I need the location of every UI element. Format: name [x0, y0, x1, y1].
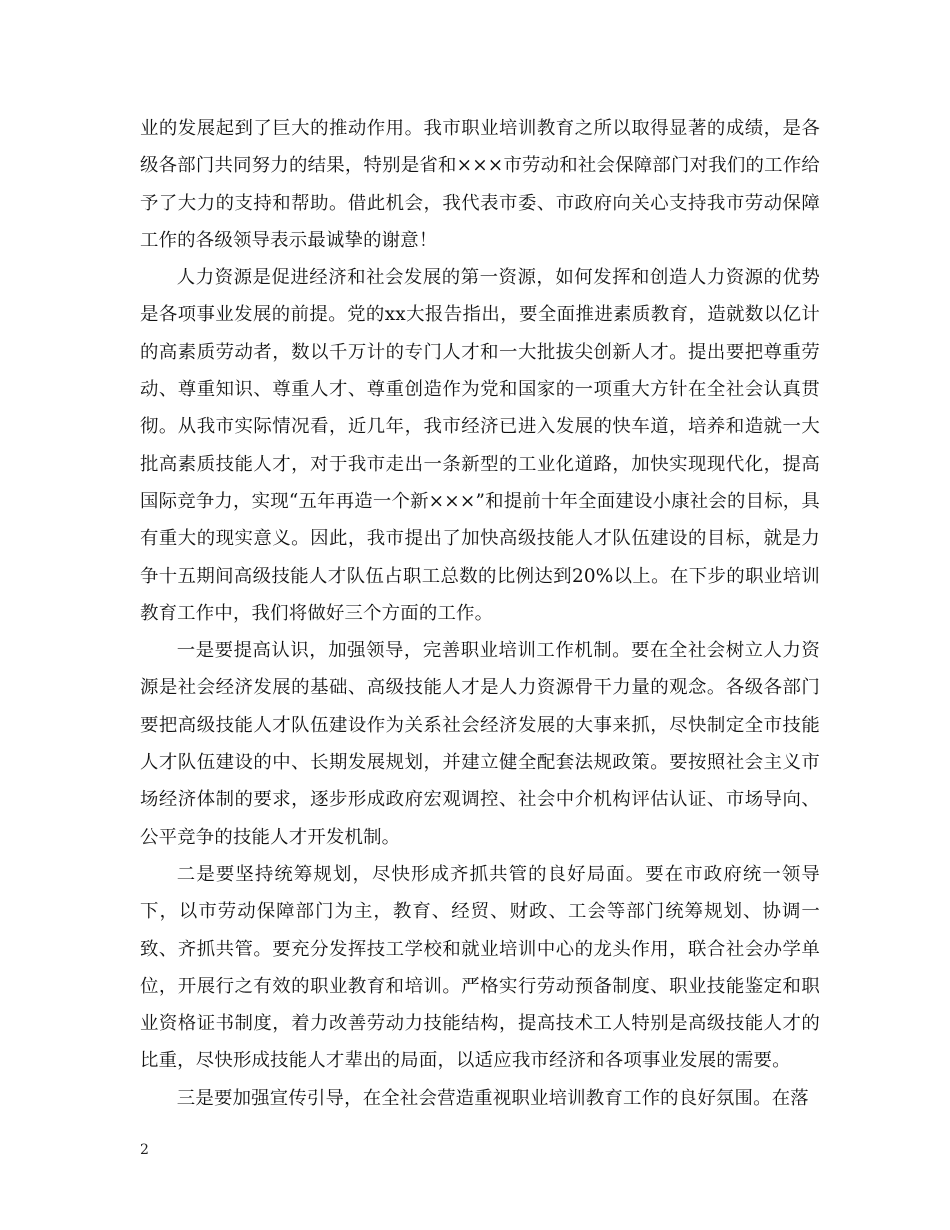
- paragraph-2: 人力资源是促进经济和社会发展的第一资源，如何发挥和创造人力资源的优势是各项事业发展的前提。党的xx大报告指出，要全面推进素质教育，造就数以亿计的高素质劳动者，数以千万计的专门人才和一大批拔尖创新人才。提出要把尊重劳动、尊重知识、尊重人才、尊重创造作为党和国家的一项重大方针在全社会认真贯彻。从我市实际情况看，近几年，我市经济已进入发展的快车道，培养和造就一大批高素质技能人才，对于我市走出一条新型的工业化道路，加快实现现代化，提高国际竞争力，实现“五年再造一个新×××”和提前十年全面建设小康社会的目标，具有重大的现实意义。因此，我市提出了加快高级技能人才队伍建设的目标，就是力争十五期间高级技能人才队伍占职工总数的比例达到20%以上。在下步的职业培训教育工作中，我们将做好三个方面的工作。: [140, 267, 820, 624]
- paragraph-1: 业的发展起到了巨大的推动作用。我市职业培训教育之所以取得显著的成绩，是各级各部门共同努力的结果，特别是省和×××市劳动和社会保障部门对我们的工作给予了大力的支持和帮助。借此机会，我代表市委、市政府向关心支持我市劳动保障工作的各级领导表示最诚挚的谢意！: [140, 118, 820, 251]
- body-text: [140, 110, 820, 1117]
- paragraph-3: 一是要提高认识，加强领导，完善职业培训工作机制。要在全社会树立人力资源是社会经济发展的基础、高级技能人才是人力资源骨干力量的观念。各级各部门要把高级技能人才队伍建设作为关系社会经济发展的大事来抓，尽快制定全市技能人才队伍建设的中、长期发展规划，并建立健全配套法规政策。要按照社会主义市场经济体制的要求，逐步形成政府宏观调控、社会中介机构评估认证、市场导向、公平竞争的技能人才开发机制。: [140, 640, 820, 848]
- paragraph-5: 三是要加强宣传引导，在全社会营造重视职业培训教育工作的良好氛围。在落: [176, 1087, 809, 1109]
- page-number: 2: [140, 1142, 149, 1158]
- paragraph-4: 二是要坚持统筹规划，尽快形成齐抓共管的良好局面。要在市政府统一领导下，以市劳动保障部门为主，教育、经贸、财政、工会等部门统筹规划、协调一致、齐抓共管。要充分发挥技工学校和就业培训中心的龙头作用，联合社会办学单位，开展行之有效的职业教育和培训。严格实行劳动预备制度、职业技能鉴定和职业资格证书制度，着力改善劳动力技能结构，提高技术工人特别是高级技能人才的比重，尽快形成技能人才辈出的局面，以适应我市经济和各项事业发展的需要。: [140, 863, 820, 1072]
